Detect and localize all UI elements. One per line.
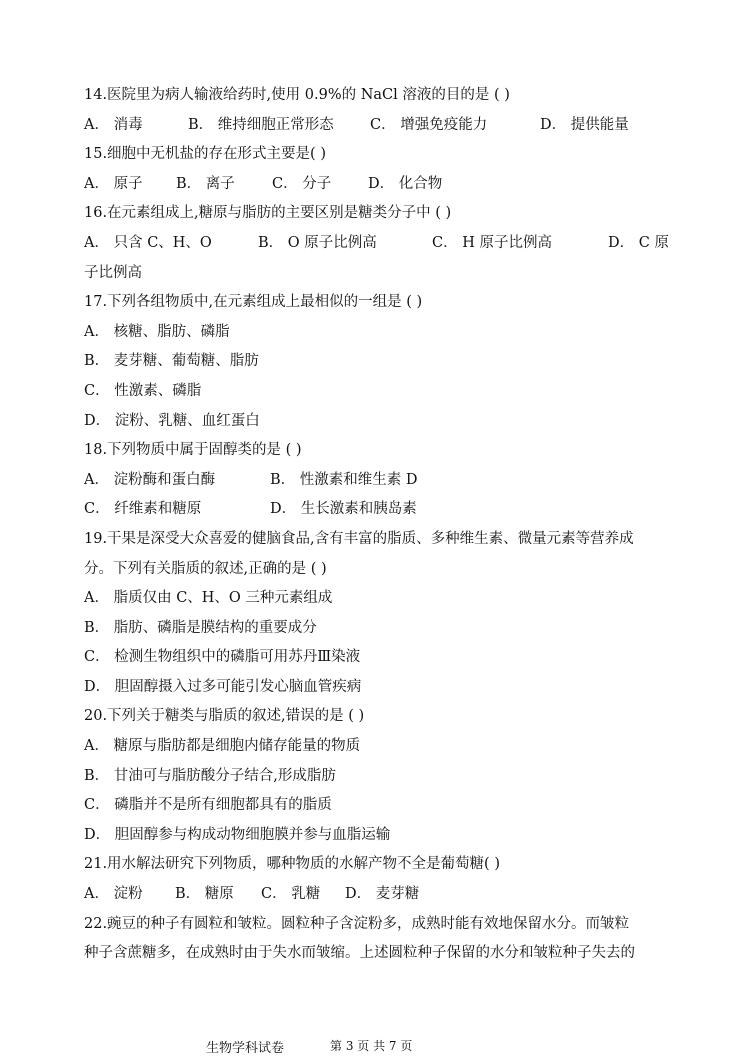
question-17-stem: 17.下列各组物质中,在元素组成上最相似的一组是 ( ) [84,294,423,311]
q14-option-d: D． 提供能量 [540,116,629,133]
question-18-stem: 18.下列物质中属于固醇类的是 ( ) [84,442,302,459]
question-22-line-1: 22.豌豆的种子有圆粒和皱粒。圆粒种子含淀粉多，成熟时能有效地保留水分。而皱粒 [84,915,630,932]
q20-option-c: C． 磷脂并不是所有细胞都具有的脂质 [84,797,332,814]
q19-option-d: D． 胆固醇摄入过多可能引发心脑血管疾病 [84,678,362,695]
q19-option-c: C． 检测生物组织中的磷脂可用苏丹Ⅲ染液 [84,649,361,666]
q21-option-b: B． 糖原 [175,886,234,903]
q16-option-a: A． 只含 C、H、O [84,234,212,251]
question-16-options [84,229,674,259]
q16-option-b: B． O 原子比例高 [258,234,377,251]
q17-option-b: B． 麦芽糖、葡萄糖、脂肪 [84,353,259,370]
q18-option-a: A． 淀粉酶和蛋白酶 [84,471,216,488]
q15-option-a: A． 原子 [84,175,143,192]
question-18-options-row-2 [84,495,674,525]
question-14-stem: 14.医院里为病人输液给药时,使用 0.9%的 NaCl 溶液的目的是 ( ) [84,87,510,103]
q17-option-c: C． 性激素、磷脂 [84,382,202,399]
exam-page-content [84,81,674,969]
q14-option-a: A． 消毒 [84,116,143,133]
q16-option-d-wrap: 子比例高 [84,264,142,281]
q21-option-d: D． 麦芽糖 [345,886,420,903]
question-22-line-2: 种子含蔗糖多，在成熟时由于失水而皱缩。上述圆粒种子保留的水分和皱粒种子失去的 [84,945,635,962]
q21-option-a: A． 淀粉 [84,886,143,903]
q20-option-b: B． 甘油可与脂肪酸分子结合,形成脂肪 [84,767,336,784]
question-19-stem-cont: 分。下列有关脂质的叙述,正确的是 ( ) [84,560,327,577]
q18-option-b: B． 性激素和维生素 D [270,471,418,488]
q18-option-d: D． 生长激素和胰岛素 [270,501,417,518]
page-footer [0,1037,748,1057]
question-19-stem: 19.干果是深受大众喜爱的健脑食品,含有丰富的脂质、多种维生素、微量元素等营养成 [84,530,634,547]
q19-option-b: B． 脂肪、磷脂是膜结构的重要成分 [84,619,317,636]
q16-option-d: D． C 原 [608,234,669,251]
q15-option-b: B． 离子 [176,175,235,192]
question-20-stem: 20.下列关于糖类与脂质的叙述,错误的是 ( ) [84,708,365,725]
q15-option-d: D． 化合物 [368,175,443,192]
q15-option-c: C． 分子 [272,175,332,192]
q20-option-d: D． 胆固醇参与构成动物细胞膜并参与血脂运输 [84,826,391,843]
question-21-options [84,880,674,910]
q17-option-a: A． 核糖、脂肪、磷脂 [84,323,230,340]
q20-option-a: A． 糖原与脂肪都是细胞内储存能量的物质 [84,738,361,755]
q19-option-a: A． 脂质仅由 C、H、O 三种元素组成 [84,590,333,607]
q14-option-b: B． 维持细胞正常形态 [188,116,334,133]
question-15-options [84,170,674,200]
question-14-options [84,111,674,141]
q21-option-c: C． 乳糖 [261,886,321,903]
question-16-stem: 16.在元素组成上,糖原与脂肪的主要区别是糖类分子中 ( ) [84,205,452,222]
q14-option-c: C． 增强免疫能力 [370,116,488,133]
question-15-stem: 15.细胞中无机盐的存在形式主要是( ) [84,146,326,163]
q18-option-c: C． 纤维素和糖原 [84,501,202,518]
q17-option-d: D． 淀粉、乳糖、血红蛋白 [84,412,260,429]
footer-page-number: 第 3 页 共 7 页 [330,1039,413,1053]
q16-option-c: C． H 原子比例高 [432,234,552,251]
question-21-stem: 21.用水解法研究下列物质，哪种物质的水解产物不全是葡萄糖( ) [84,856,500,873]
question-18-options-row-1 [84,466,674,496]
footer-subject: 生物学科试卷 [206,1041,285,1056]
